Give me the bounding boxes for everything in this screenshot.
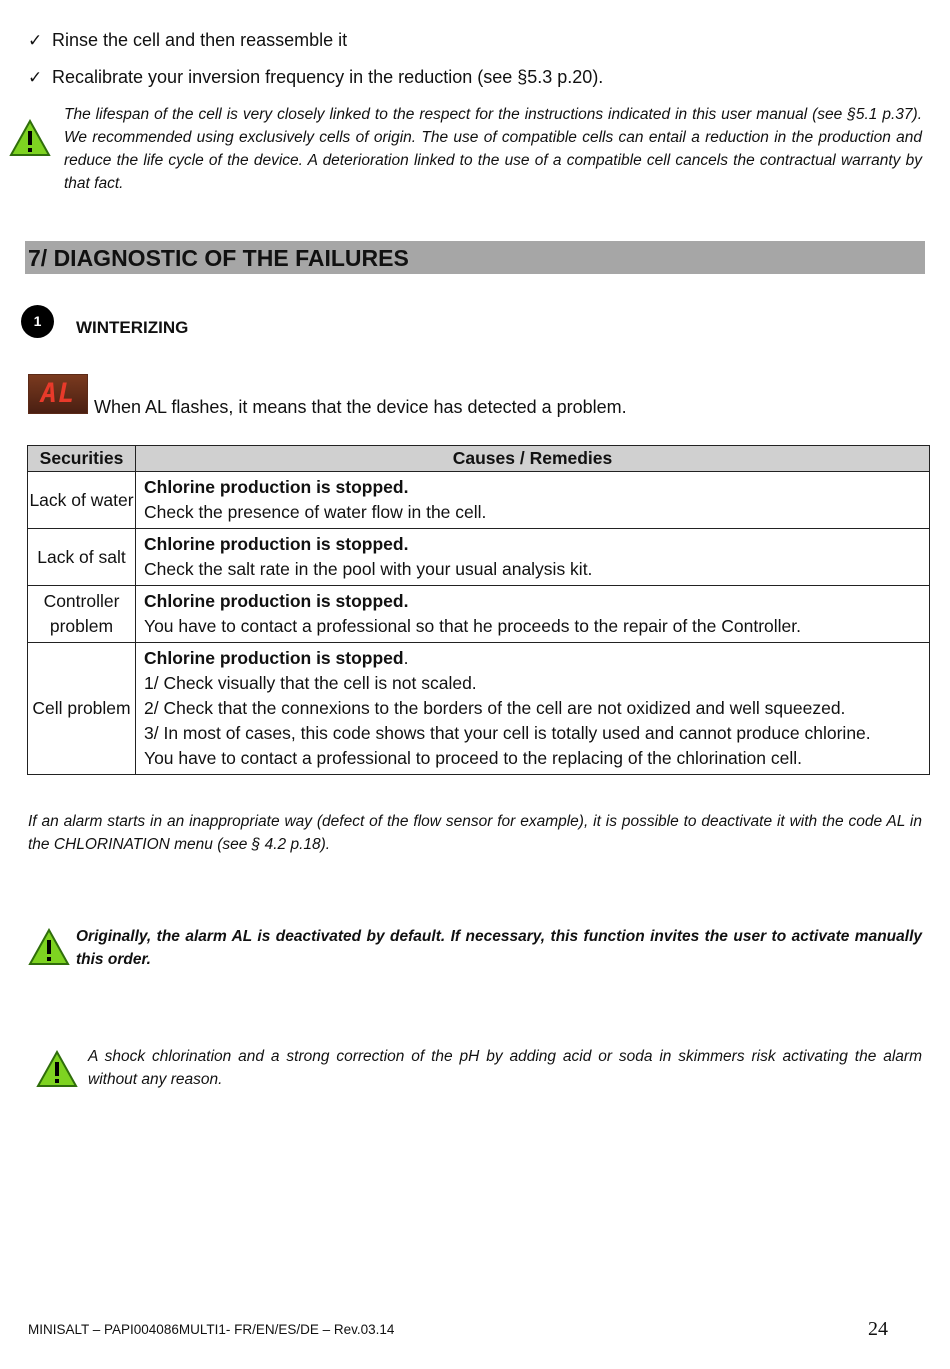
remedy-cell	[136, 586, 930, 643]
remedy-title: Chlorine production is stopped.	[144, 591, 409, 611]
remedy-title: Chlorine production is stopped.	[144, 534, 409, 554]
warning-triangle-icon	[9, 119, 51, 157]
remedy-title: Chlorine production is stopped	[144, 648, 404, 668]
securities-table	[27, 445, 930, 775]
remedy-line: You have to contact a professional to proceed to the replacing of the chlorination cell.	[144, 748, 802, 768]
table-row	[28, 643, 930, 775]
remedy-title-suffix: .	[403, 648, 409, 668]
warning-default-note: Originally, the alarm AL is deactivated by default. If necessary, this function invites the user to activate manually this order.	[76, 928, 922, 968]
footer-text: MINISALT – PAPI004086MULTI1- FR/EN/ES/DE – Rev.03.14	[28, 1322, 395, 1337]
subsection-title: WINTERIZING	[76, 318, 189, 337]
remedy-cell	[136, 529, 930, 586]
lifespan-note: The lifespan of the cell is very closely linked to the respect for the instructions indicated in this user manual (see §5.1 p.37). We recommended using exclusively cells of origin. The use of compatible cells can entail a reduction in the production and reduce the life cycle of the device. A deterioration linked to the use of a compatible cell cancels the contractual warranty by that fact.	[64, 106, 922, 192]
warning-triangle-icon	[28, 928, 70, 966]
remedy-line: Check the presence of water flow in the cell.	[144, 502, 487, 522]
remedy-line: 2/ Check that the connexions to the borders of the cell are not oxidized and well squeezed.	[144, 698, 846, 718]
table-row	[28, 472, 930, 529]
security-cell: Lack of water	[28, 472, 136, 529]
remedy-line: 3/ In most of cases, this code shows that your cell is totally used and cannot produce chlorine.	[144, 723, 871, 743]
alarm-note: If an alarm starts in an inappropriate way (defect of the flow sensor for example), it is possible to deactivate it with the code AL in the CHLORINATION menu (see § 4.2 p.18).	[28, 813, 922, 853]
remedy-cell	[136, 643, 930, 775]
remedy-cell	[136, 472, 930, 529]
remedy-line: You have to contact a professional so that he proceeds to the repair of the Controller.	[144, 616, 801, 636]
table-row	[28, 586, 930, 643]
security-cell: Lack of salt	[28, 529, 136, 586]
header-causes-remedies: Causes / Remedies	[136, 446, 930, 472]
page-number: 24	[868, 1318, 888, 1340]
warning-shock-note: A shock chlorination and a strong correction of the pH by adding acid or soda in skimmers risk activating the alarm without any reason.	[88, 1048, 922, 1088]
checklist-text: Recalibrate your inversion frequency in the reduction (see §5.3 p.20).	[52, 67, 604, 87]
header-securities: Securities	[28, 446, 136, 472]
remedy-line: 1/ Check visually that the cell is not scaled.	[144, 673, 477, 693]
table-row	[28, 529, 930, 586]
warning-triangle-icon	[36, 1050, 78, 1088]
display-description: When AL flashes, it means that the device has detected a problem.	[94, 397, 627, 417]
check-icon: ✓	[28, 30, 43, 50]
security-cell: Cell problem	[28, 643, 136, 775]
remedy-line: Check the salt rate in the pool with your usual analysis kit.	[144, 559, 593, 579]
table-header-row	[28, 446, 930, 472]
section-title: 7/ DIAGNOSTIC OF THE FAILURES	[25, 241, 925, 274]
security-cell: Controller problem	[28, 586, 136, 643]
remedy-title: Chlorine production is stopped.	[144, 477, 409, 497]
checklist-item	[28, 67, 603, 88]
checklist-item	[28, 30, 347, 51]
check-icon: ✓	[28, 67, 43, 87]
step-number-badge: 1	[21, 305, 54, 338]
led-display-icon: AL	[28, 374, 88, 414]
checklist-text: Rinse the cell and then reassemble it	[52, 30, 348, 50]
